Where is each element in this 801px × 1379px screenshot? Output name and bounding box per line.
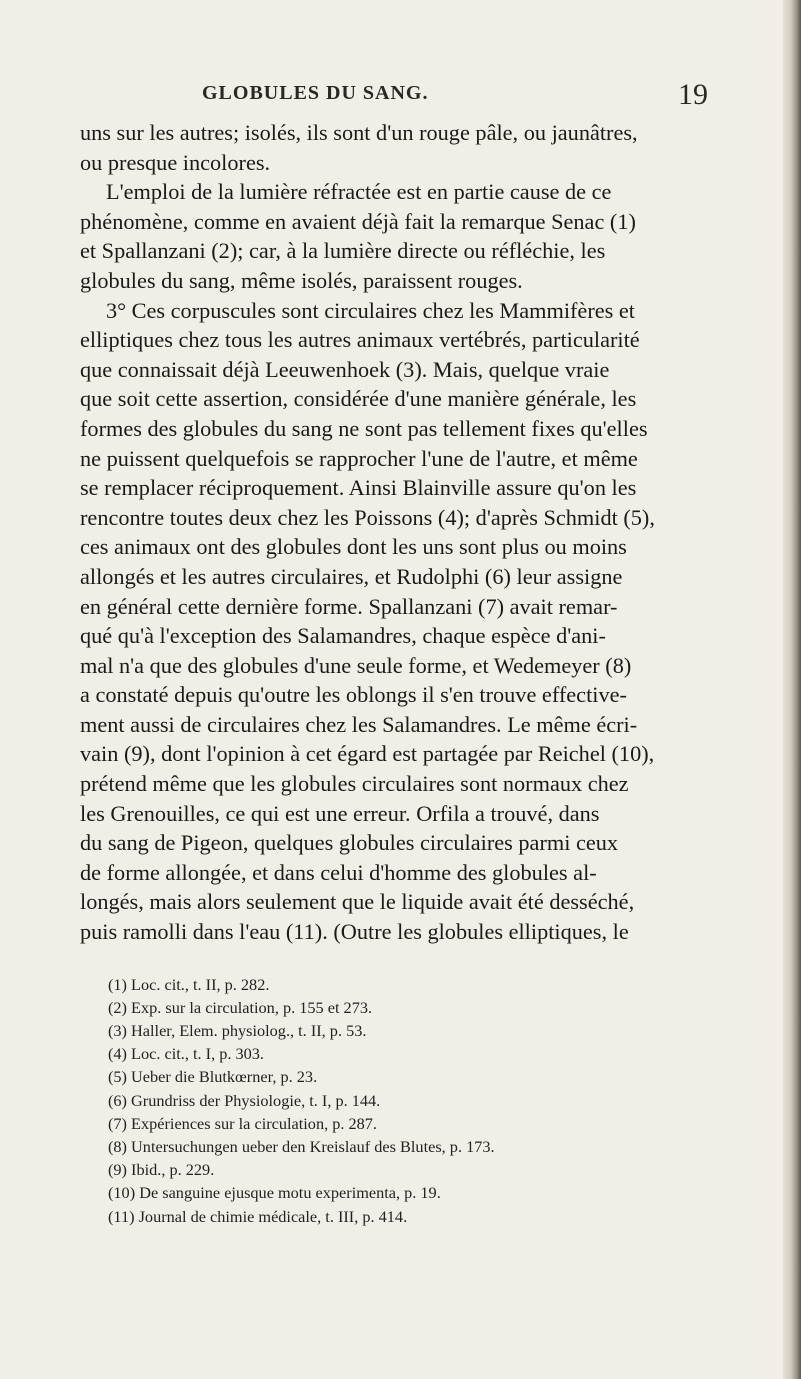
footnote: (9) Ibid., p. 229.: [108, 1160, 215, 1180]
text-line: L'emploi de la lumière réfractée est en partie cause de ce: [106, 179, 612, 205]
footnote: (4) Loc. cit., t. I, p. 303.: [108, 1044, 264, 1064]
text-line: que soit cette assertion, considérée d'une manière générale, les: [80, 386, 637, 412]
text-line: a constaté depuis qu'outre les oblongs il s'en trouve effective-: [80, 682, 627, 708]
text-line: et Spallanzani (2); car, à la lumière directe ou réfléchie, les: [80, 238, 606, 264]
paragraph: [80, 177, 742, 295]
page-number: 19: [678, 78, 708, 111]
footnotes: [80, 973, 742, 1228]
footnote: (3) Haller, Elem. physiolog., t. II, p. 53.: [108, 1021, 367, 1041]
text-line: ment aussi de circulaires chez les Salamandres. Le même écri-: [80, 711, 638, 737]
text-line: en général cette dernière forme. Spallanzani (7) avait remar-: [80, 593, 618, 619]
text-line: ces animaux ont des globules dont les uns sont plus ou moins: [80, 534, 627, 560]
footnote: (10) De sanguine ejusque motu experimenta, p. 19.: [108, 1183, 441, 1203]
footnote: (5) Ueber die Blutkœrner, p. 23.: [108, 1067, 318, 1087]
text-line: rencontre toutes deux chez les Poissons (4); d'après Schmidt (5),: [80, 504, 655, 530]
body-text: [80, 118, 742, 947]
text-line: les Grenouilles, ce qui est une erreur. Orfila a trouvé, dans: [80, 800, 600, 826]
text-line: de forme allongée, et dans celui d'homme des globules al-: [80, 859, 597, 885]
text-line: allongés et les autres circulaires, et Rudolphi (6) leur assigne: [80, 563, 623, 589]
text-line: ou presque incolores.: [80, 149, 271, 175]
text-line: longés, mais alors seulement que le liquide avait été desséché,: [80, 889, 635, 915]
footnote: (2) Exp. sur la circulation, p. 155 et 273.: [108, 997, 373, 1017]
text-line: du sang de Pigeon, quelques globules circulaires parmi ceux: [80, 830, 619, 856]
text-line: formes des globules du sang ne sont pas tellement fixes qu'elles: [80, 415, 648, 441]
running-head: [80, 78, 742, 118]
text-line: prétend même que les globules circulaires sont normaux chez: [80, 771, 629, 797]
footnote: (11) Journal de chimie médicale, t. III, p. 414.: [108, 1206, 408, 1226]
paragraph: [80, 296, 742, 947]
running-title: GLOBULES DU SANG.: [202, 82, 429, 104]
text-line: elliptiques chez tous les autres animaux vertébrés, particularité: [80, 327, 640, 353]
book-spine-edge: [783, 0, 801, 1379]
text-line: 3° Ces corpuscules sont circulaires chez les Mammifères et: [106, 297, 635, 323]
footnote: (1) Loc. cit., t. II, p. 282.: [108, 974, 270, 994]
text-line: ne puissent quelquefois se rapprocher l'une de l'autre, et même: [80, 445, 638, 471]
text-line: que connaissait déjà Leeuwenhoek (3). Mais, quelque vraie: [80, 356, 610, 382]
paragraph: [80, 118, 742, 177]
footnote: (6) Grundriss der Physiologie, t. I, p. 144.: [108, 1090, 381, 1110]
text-line: uns sur les autres; isolés, ils sont d'un rouge pâle, ou jaunâtres,: [80, 120, 638, 145]
book-page: [80, 78, 742, 1228]
footnote: (8) Untersuchungen ueber den Kreislauf des Blutes, p. 173.: [108, 1137, 495, 1157]
footnote: (7) Expériences sur la circulation, p. 287.: [108, 1113, 377, 1133]
text-line: mal n'a que des globules d'une seule forme, et Wedemeyer (8): [80, 652, 632, 678]
text-line: se remplacer réciproquement. Ainsi Blainville assure qu'on les: [80, 475, 637, 501]
text-line: phénomène, comme en avaient déjà fait la remarque Senac (1): [80, 208, 636, 234]
text-line: globules du sang, même isolés, paraissent rouges.: [80, 267, 523, 293]
text-line: puis ramolli dans l'eau (11). (Outre les globules elliptiques, le: [80, 919, 629, 945]
text-line: qué qu'à l'exception des Salamandres, chaque espèce d'ani-: [80, 623, 606, 649]
text-line: vain (9), dont l'opinion à cet égard est partagée par Reichel (10),: [80, 741, 655, 767]
